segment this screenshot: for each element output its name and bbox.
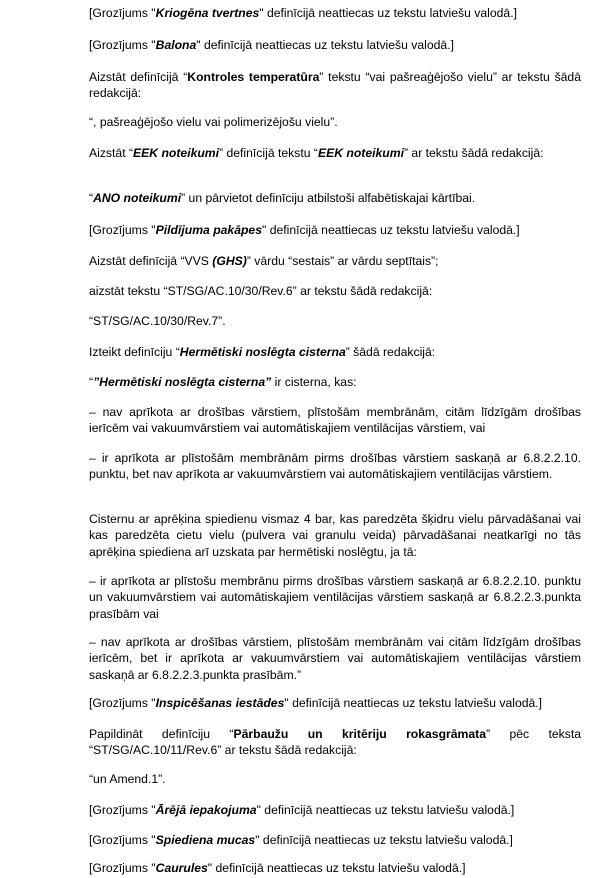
paragraph-list-item-4: – nav aprīkota ar drošības vārstiem, plīstošām membrānām vai citām līdzīgām drošības ierīcēm, bet ir aprīkota ar vakuumvārstiem vai automātiskajiem ventilācijas vārstiem saskaņā ar 6.8.2.2.3.punkta prasībām.” <box>89 635 581 682</box>
paragraph-parbauzu-rokasgramata: Papildināt definīciju “Pārbaužu un kritēriju rokasgrāmata” pēc teksta “ST/SG/AC.10/11/Rev.6” ar tekstu šādā redakcijā: <box>89 727 582 758</box>
paragraph-kontroles-temperatura-text: “, pašreaģējošo vielu vai polimerizējošu vielu”. <box>89 115 338 129</box>
paragraph-rev7: “ST/SG/AC.10/30/Rev.7”. <box>89 314 226 328</box>
paragraph-cisterna-spiediens: Cisternu ar aprēķina spiedienu vismaz 4 bar, kas paredzēta šķidru vielu pārvadāšanai vai kas paredzēta cietu vielu (pulvera vai granulu veida) pārvadāšanai neatkarīgi no tās aprēķina spiediena arī uzskata par hermētiski noslēgtu, ja tā: <box>89 512 581 559</box>
paragraph-hermetiski-definition: “”Hermētiski noslēgta cisterna” ir cisterna, kas: <box>89 375 357 389</box>
paragraph-kriogena-tvertne: [Grozījums "Kriogēna tvertnes" definīcijā neattiecas uz tekstu latviešu valodā.] <box>89 6 517 20</box>
paragraph-ano-noteikumi: “ANO noteikumi” un pārvietot definīciju atbilstoši alfabētiskajai kārtībai. <box>89 191 476 205</box>
paragraph-replace-text: aizstāt tekstu “ST/SG/AC.10/30/Rev.6” ar tekstu šādā redakcijā: <box>89 284 433 298</box>
paragraph-eek-noteikumi: Aizstāt “EEK noteikumi” definīcijā tekstu “EEK noteikumi” ar tekstu šādā redakcijā: <box>89 146 544 160</box>
paragraph-pildijuma-pakape: [Grozījums "Pildījuma pakāpes" definīcijā neattiecas uz tekstu latviešu valodā.] <box>89 223 520 237</box>
paragraph-kontroles-temperatura: Aizstāt definīcijā “Kontroles temperatūra” tekstu “vai pašreaģējošo vielu” ar tekstu šādā redakcijā: <box>89 70 581 101</box>
paragraph-areja-iepakojums: [Grozījums "Ārējā iepakojuma" definīcijā neattiecas uz tekstu latviešu valodā.] <box>89 803 515 817</box>
paragraph-spiediena-mucas: [Grozījums "Spiediena mucas" definīcijā neattiecas uz tekstu latviešu valodā.] <box>89 833 513 847</box>
paragraph-caurules: [Grozījums "Caurules" definīcijā neattiecas uz tekstu latviešu valodā.] <box>89 861 466 875</box>
paragraph-vvs-ghs: Aizstāt definīcijā “VVS (GHS)” vārdu “sestais” ar vārdu septītais”; <box>89 254 439 268</box>
paragraph-list-item-1: – nav aprīkota ar drošības vārstiem, plīstošām membrānām, citām līdzīgām drošības ierīcēm vai vakuumvārstiem vai automātiskajiem ventilācijas vārstiem, vai <box>89 405 581 436</box>
paragraph-balons: [Grozījums "Balona" definīcijā neattiecas uz tekstu latviešu valodā.] <box>89 38 454 52</box>
paragraph-hermetiski-cisterna: Izteikt definīciju “Hermētiski noslēgta cisterna” šādā redakcijā: <box>89 345 436 359</box>
paragraph-amend: “un Amend.1”. <box>89 772 166 786</box>
paragraph-inspicesanas-iestade: [Grozījums "Inspicēšanas iestādes" definīcijā neattiecas uz tekstu latviešu valodā.] <box>89 696 543 710</box>
paragraph-list-item-3: – ir aprīkota ar plīstošu membrānu pirms drošības vārstiem saskaņā ar 6.8.2.2.10. punktu un vakuumvārstiem vai automātiskajiem ventilācijas vārstiem saskaņā ar 6.8.2.2.3.punkta prasībām vai <box>89 574 581 621</box>
paragraph-list-item-2: – ir aprīkota ar plīstošām membrānām pirms drošības vārstiem saskaņā ar 6.8.2.2.10. punktu, bet nav aprīkota ar vakuumvārstiem vai automātiskajiem ventilācijas vārstiem. <box>89 451 581 482</box>
